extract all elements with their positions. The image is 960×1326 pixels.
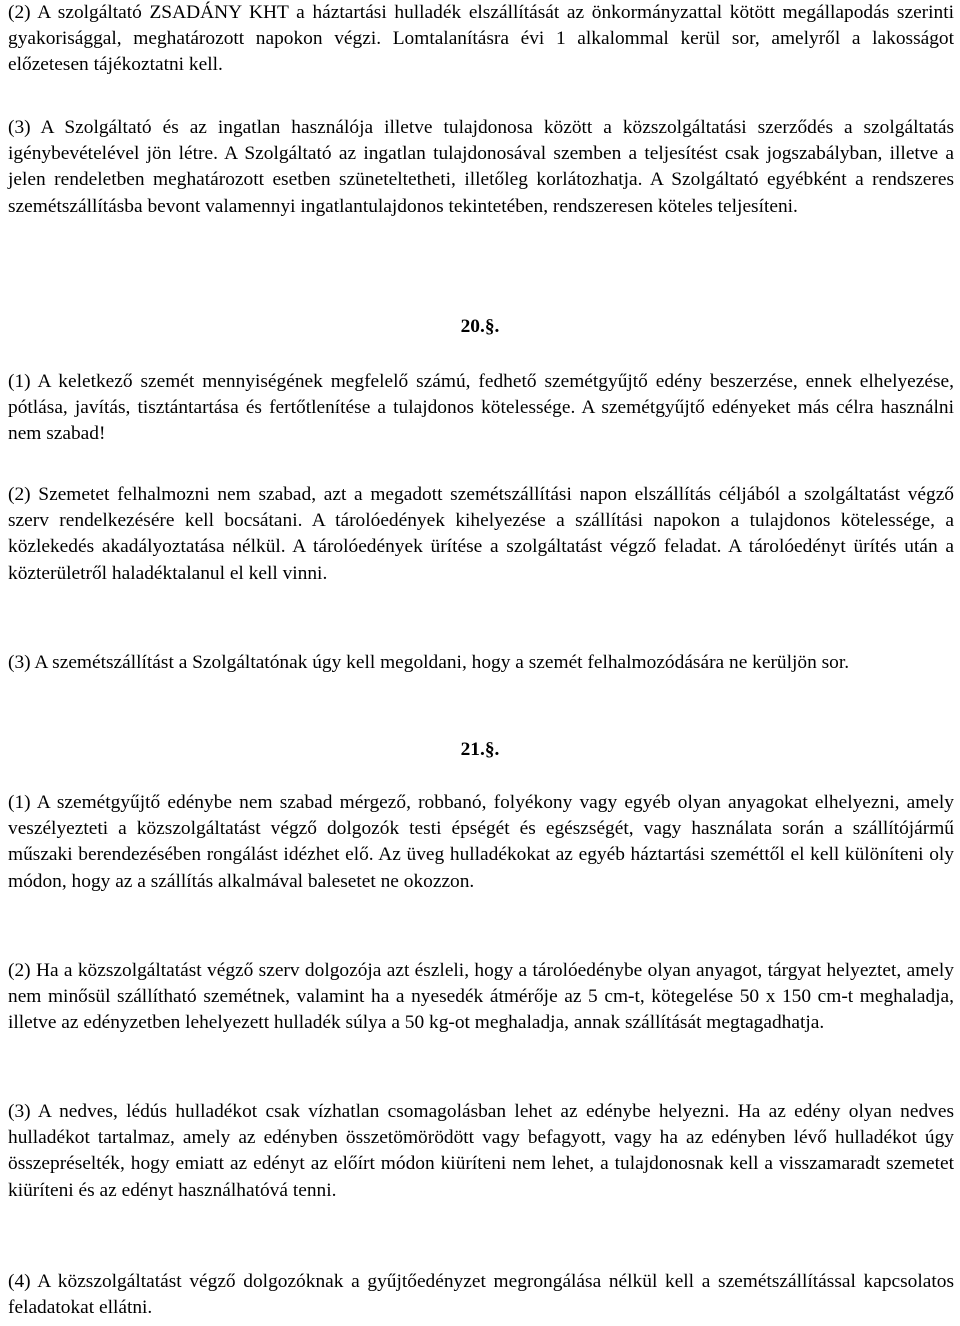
paragraph-21-1: (1) A szemétgyűjtő edénybe nem szabad mérgező, robbanó, folyékony vagy egyéb olyan anyagokat elhelyezni, amely veszélyezteti a közszolgáltatást végző dolgozók testi épségét és egészségét, vagy használata során a szállítójármű műszaki berendezésében rongálást idézhet elő. Az üveg hulladékokat az egyéb háztartási szeméttől el kell különíteni oly módon, hogy az a szállítás alkalmával balesetet ne okozzon. bbox=[8, 792, 954, 892]
paragraph-20-3: (3) A szemétszállítást a Szolgáltatónak úgy kell megoldani, hogy a szemét felhalmozódására ne kerüljön sor. bbox=[8, 652, 850, 673]
paragraph-21-4: (4) A közszolgáltatást végző dolgozóknak a gyűjtőedényzet megrongálása nélkül kell a szemétszállítással kapcsolatos feladatokat ellátni. bbox=[8, 1271, 954, 1319]
paragraph-21-3: (3) A nedves, lédús hulladékot csak vízhatlan csomagolásban lehet az edénybe helyezni. Ha az edény olyan nedves hulladékot tartalmaz, amely az edényben összetömörödött vagy befagyott, vagy ha az edényben lévő hulladékot úgy összepréselték, hogy emiatt az edényt az előírt módon kiüríteni nem lehet, a tulajdonosnak kell a visszamaradt szemetet kiüríteni és az edényt használhatóvá tenni. bbox=[8, 1101, 954, 1201]
paragraph-21-2: (2) Ha a közszolgáltatást végző szerv dolgozója azt észleli, hogy a tárolóedénybe olyan anyagot, tárgyat helyeztet, amely nem minősül szállítható szemétnek, valamint ha a nyesedék átmérője az 5 cm-t, kötegelése 50 x 150 cm-t meghaladja, illetve az edényzetben lehelyezett hulladék súlya a 50 kg-ot meghaladja, annak szállítását megtagadhatja. bbox=[8, 960, 954, 1034]
section-heading-21: 21.§. bbox=[460, 739, 500, 760]
paragraph-20-1: (1) A keletkező szemét mennyiségének megfelelő számú, fedhető szemétgyűjtő edény beszerzése, ennek elhelyezése, pótlása, javítás, tisztántartása és fertőtlenítése a tulajdonos kötelessége. A szemétgyűjtő edényeket más célra használni nem szabad! bbox=[8, 371, 954, 445]
paragraph-19-2: (2) A szolgáltató ZSADÁNY KHT a háztartási hulladék elszállítását az önkormányzattal kötött megállapodás szerinti gyakorisággal, meghatározott napokon végzi. Lomtalanításra évi 1 alkalommal kerül sor, amelyről a lakosságot előzetesen tájékoztatni kell. bbox=[8, 2, 954, 76]
section-heading-20: 20.§. bbox=[460, 316, 500, 337]
paragraph-19-3: (3) A Szolgáltató és az ingatlan használója illetve tulajdonosa között a közszolgáltatási szerződés a szolgáltatás igénybevételével jön létre. A Szolgáltató az ingatlan tulajdonosával szemben a teljesítést csak jogszabályban, illetve a jelen rendeletben meghatározott esetben szüneteltetheti, illetőleg korlátozhatja. A Szolgáltató egyébként a rendszeres szemétszállításba bevont valamennyi ingatlantulajdonos tekintetében, rendszeresen köteles teljesíteni. bbox=[8, 117, 954, 217]
paragraph-20-2: (2) Szemetet felhalmozni nem szabad, azt a megadott szemétszállítási napon elszállítás céljából a szolgáltatást végző szerv rendelkezésére kell bocsátani. A tárolóedények kihelyezése a szállítási napokon a tulajdonos kötelessége, a közlekedés akadályoztatása nélkül. A tárolóedények ürítése a szolgáltatást végző feladat. A tárolóedényt ürítés után a közterületről haladéktalanul el kell vinni. bbox=[8, 484, 954, 584]
